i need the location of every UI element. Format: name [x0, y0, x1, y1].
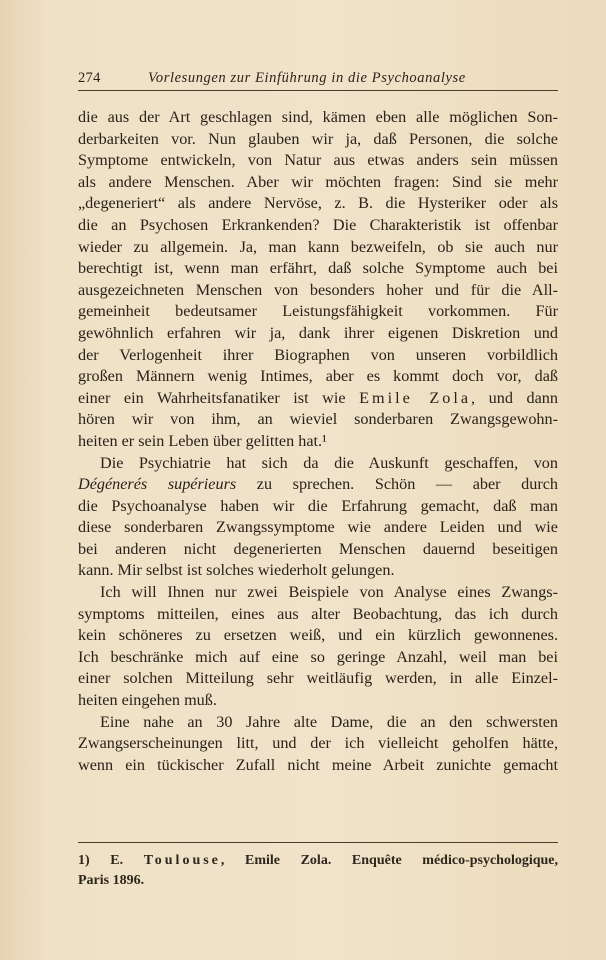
text-line: Eine nahe an 30 Jahre alte Dame, die an den schwersten — [100, 712, 558, 731]
text-line: großen Männern wenig Intimes, aber es kommt doch vor, daß — [78, 367, 558, 386]
text-line: Die Psychiatrie hat sich da die Auskunft geschaffen, von — [100, 453, 558, 472]
text-line: Ich beschränke mich auf eine so geringe Anzahl, weil man bei — [78, 647, 558, 666]
text-line: heiten eingehen muß. — [78, 691, 217, 710]
footnote-citation: , Emile Zola. Enquête médico-psychologique, — [220, 853, 559, 868]
text-line: die an Psychosen Erkrankenden? Die Charakteristik ist offenbar — [78, 215, 558, 234]
text-line: hören wir von ihm, an wieviel sonderbaren Zwangsgewohn- — [78, 410, 558, 429]
page-number: 274 — [78, 70, 101, 86]
text-line: kein schöneres zu ersetzen weiß, und ein kürzlich gewonnenes. — [78, 626, 558, 645]
text-line: Ich will Ihnen nur zwei Beispiele von Analyse eines Zwangs- — [100, 583, 558, 602]
text-fragment: , und dann — [471, 388, 558, 407]
text-line: kann. Mir selbst ist solches wiederholt gelungen. — [78, 561, 395, 580]
text-line: bei anderen nicht degenerierten Menschen dauernd beseitigen — [78, 539, 558, 558]
footnote-line — [78, 851, 558, 871]
text-line: wieder zu allgemein. Ja, man kann bezweifeln, ob sie auch nur — [78, 237, 558, 256]
paragraph-3 — [78, 582, 558, 712]
text-line: Symptome entwickeln, von Natur aus etwas anders sein müssen — [78, 151, 558, 170]
text-line — [78, 388, 558, 410]
text-fragment: zu sprechen. Schön — aber durch — [236, 475, 559, 494]
paragraph-1 — [78, 107, 558, 453]
text-line: wenn ein tückischer Zufall nicht meine Arbeit zunichte gemacht — [78, 755, 558, 774]
footnote-author: Toulouse — [143, 853, 221, 868]
text-line: als andere Menschen. Aber wir möchten fragen: Sind sie mehr — [78, 172, 558, 191]
paragraph-2 — [78, 453, 558, 583]
text-line: heiten er sein Leben über gelitten hat.¹ — [78, 431, 327, 450]
paragraph-4 — [78, 712, 558, 777]
text-line: gemeinheit bedeutsamer Leistungsfähigkeit vorkommen. Für — [78, 302, 558, 321]
footnote-divider — [78, 842, 558, 843]
text-line: ausgezeichneten Menschen von besonders hoher und für die All- — [78, 280, 558, 299]
text-line: gewöhnlich erfahren wir ja, dank ihrer eigenen Diskretion und — [78, 323, 558, 342]
text-line: einer solchen Mitteilung sehr weitläufig werden, in alle Einzel- — [78, 669, 558, 688]
footnote-line: Paris 1896. — [78, 873, 145, 888]
italic-term: Dégénerés supérieurs — [78, 475, 237, 494]
text-line: symptoms mitteilen, eines aus alter Beobachtung, das ich durch — [78, 604, 558, 623]
text-line: berechtigt ist, wenn man erfährt, daß solche Symptome auch bei — [78, 259, 558, 278]
text-line: Zwangserscheinungen litt, und der ich vielleicht geholfen hätte, — [78, 734, 558, 753]
text-line: derbarkeiten vor. Nun glauben wir ja, daß Personen, die solche — [78, 129, 558, 148]
text-line: die Psychoanalyse haben wir die Erfahrung gemacht, daß man — [78, 496, 558, 515]
text-line: die aus der Art geschlagen sind, kämen eben alle möglichen Son- — [78, 108, 558, 126]
running-title: Vorlesungen zur Einführung in die Psychoanalyse — [148, 70, 466, 86]
text-line: der Verlogenheit ihrer Biographen von unseren vorbildlich — [78, 345, 558, 364]
text-line: diese sonderbaren Zwangssymptome wie andere Leiden und wie — [78, 518, 558, 537]
text-fragment: einer ein Wahrheitsfanatiker ist wie — [78, 388, 360, 407]
footnote-marker: 1) E. — [78, 853, 124, 868]
running-header — [78, 70, 558, 91]
text-line — [78, 474, 558, 496]
body-text — [78, 107, 558, 776]
footnote — [78, 851, 558, 891]
spaced-name-zola: Emile Zola — [359, 388, 472, 407]
text-line: „degeneriert“ als andere Nervöse, z. B. die Hysteriker oder als — [78, 194, 558, 213]
